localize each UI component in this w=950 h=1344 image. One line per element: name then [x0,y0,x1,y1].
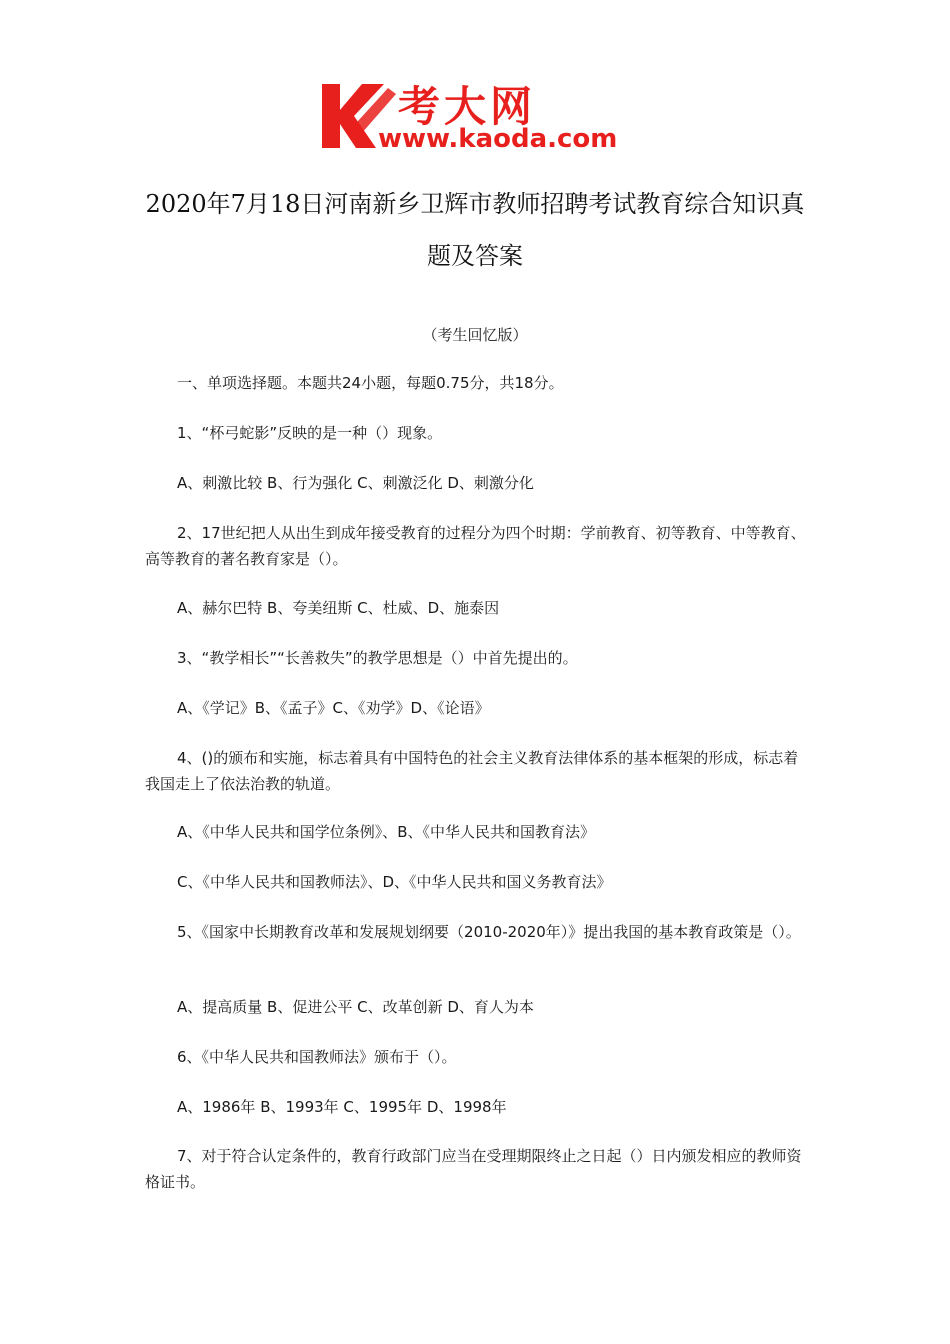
question-2: 2、17世纪把人从出生到成年接受教育的过程分为四个时期：学前教育、初等教育、中等教育、高等教育的著名教育家是（）。 [145,524,806,568]
options-6: A、1986年 B、1993年 C、1995年 D、1998年 [177,1098,507,1116]
document-subtitle: （考生回忆版） [422,326,528,344]
logo-brand-text: 考大网 [398,82,537,131]
question-4: 4、()的颁布和实施，标志着具有中国特色的社会主义教育法律体系的基本框架的形成，标志着我国走上了依法治教的轨道。 [145,749,799,793]
options-1: A、刺激比较 B、行为强化 C、刺激泛化 D、刺激分化 [177,474,534,492]
question-1: 1、“杯弓蛇影”反映的是一种（）现象。 [177,424,443,442]
options-3: A、《学记》B、《孟子》C、《劝学》D、《论语》 [177,699,490,717]
logo-url-text: www.kaoda.com [378,124,618,154]
kaoda-logo [318,80,638,158]
options-2: A、赫尔巴特 B、夸美纽斯 C、杜威、D、施泰因 [177,599,500,617]
options-4-cd: C、《中华人民共和国教师法》、D、《中华人民共和国义务教育法》 [177,873,612,891]
question-7: 7、对于符合认定条件的，教育行政部门应当在受理期限终止之日起（）日内颁发相应的教师资格证书。 [145,1147,802,1191]
question-5: 5、《国家中长期教育改革和发展规划纲要（2010-2020年）》提出我国的基本教育政策是（）。 [177,923,801,941]
options-4-ab: A、《中华人民共和国学位条例》、B、《中华人民共和国教育法》 [177,823,596,841]
question-6: 6、《中华人民共和国教师法》颁布于（）。 [177,1048,457,1066]
section-heading: 一、单项选择题。本题共24小题，每题0.75分，共18分。 [177,374,564,392]
options-5: A、提高质量 B、促进公平 C、改革创新 D、育人为本 [177,998,534,1016]
document-title: 2020年7月18日河南新乡卫辉市教师招聘考试教育综合知识真题及答案 [145,190,805,270]
question-3: 3、“教学相长”“长善救失”的教学思想是（）中首先提出的。 [177,649,578,667]
